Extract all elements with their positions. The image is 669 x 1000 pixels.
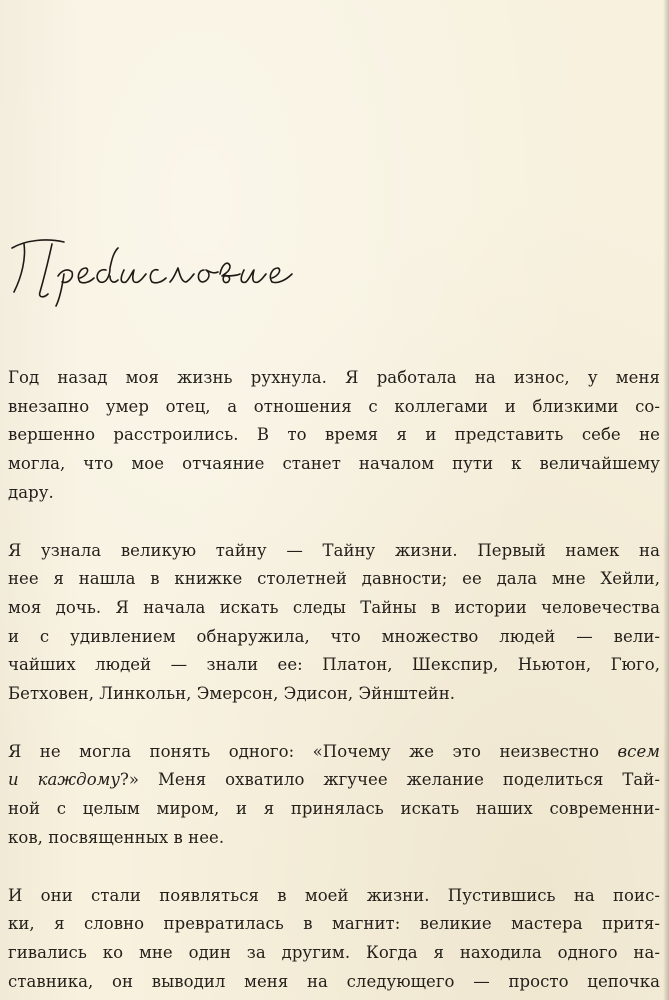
emphasis-text: всем xyxy=(617,741,660,761)
text-line: ной с целым миром, и я принялась искать наших современни- xyxy=(8,799,660,819)
text-line: дару. xyxy=(8,482,54,502)
text-line: ставника, он выводил меня на следующего — просто цепочка xyxy=(8,971,660,991)
text-line: чайших людей — знали ее: Платон, Шекспир, Ньютон, Гюго, xyxy=(8,655,660,675)
chapter-title-script xyxy=(6,218,326,308)
text-line: внезапно умер отец, а отношения с коллегами и близкими со- xyxy=(8,396,660,416)
text-line: вершенно расстроились. В то время я и представить себе не xyxy=(8,425,660,445)
text-line: могла, что мое отчаяние станет началом пути к величайшему xyxy=(8,454,660,474)
page-edge-shadow xyxy=(663,0,669,1000)
text-line: и с удивлением обнаружила, что множество людей — вели- xyxy=(8,626,660,646)
text-run: Я не могла понять одного: «Почему же это неизвестно xyxy=(8,741,618,761)
text-run: ?» Меня охватило жгучее желание поделиться Тай- xyxy=(120,770,660,790)
chapter-heading xyxy=(6,218,326,308)
body-text xyxy=(8,364,660,996)
text-line xyxy=(8,766,660,795)
text-line: Я узнала великую тайну — Тайну жизни. Первый намек на xyxy=(8,540,660,560)
text-line: Бетховен, Линкольн, Эмерсон, Эдисон, Эйнштейн. xyxy=(8,684,456,704)
text-line xyxy=(8,738,660,767)
paragraph-3 xyxy=(8,738,660,853)
text-line: нее я нашла в книжке столетней давности; ее дала мне Хейли, xyxy=(8,569,660,589)
paragraph-1 xyxy=(8,364,660,508)
text-line: гивались ко мне один за другим. Когда я находила одного на- xyxy=(8,942,660,962)
paragraph-2 xyxy=(8,537,660,709)
text-line: Год назад моя жизнь рухнула. Я работала на износ, у меня xyxy=(8,368,660,387)
paragraph-4 xyxy=(8,882,660,997)
text-line: И они стали появляться в моей жизни. Пустившись на поис- xyxy=(8,885,660,905)
text-line: ков, посвященных в нее. xyxy=(8,827,225,847)
emphasis-text: и каждому xyxy=(8,770,121,790)
text-line: ки, я словно превратилась в магнит: великие мастера притя- xyxy=(8,914,660,934)
text-line: моя дочь. Я начала искать следы Тайны в истории человечества xyxy=(8,597,660,617)
